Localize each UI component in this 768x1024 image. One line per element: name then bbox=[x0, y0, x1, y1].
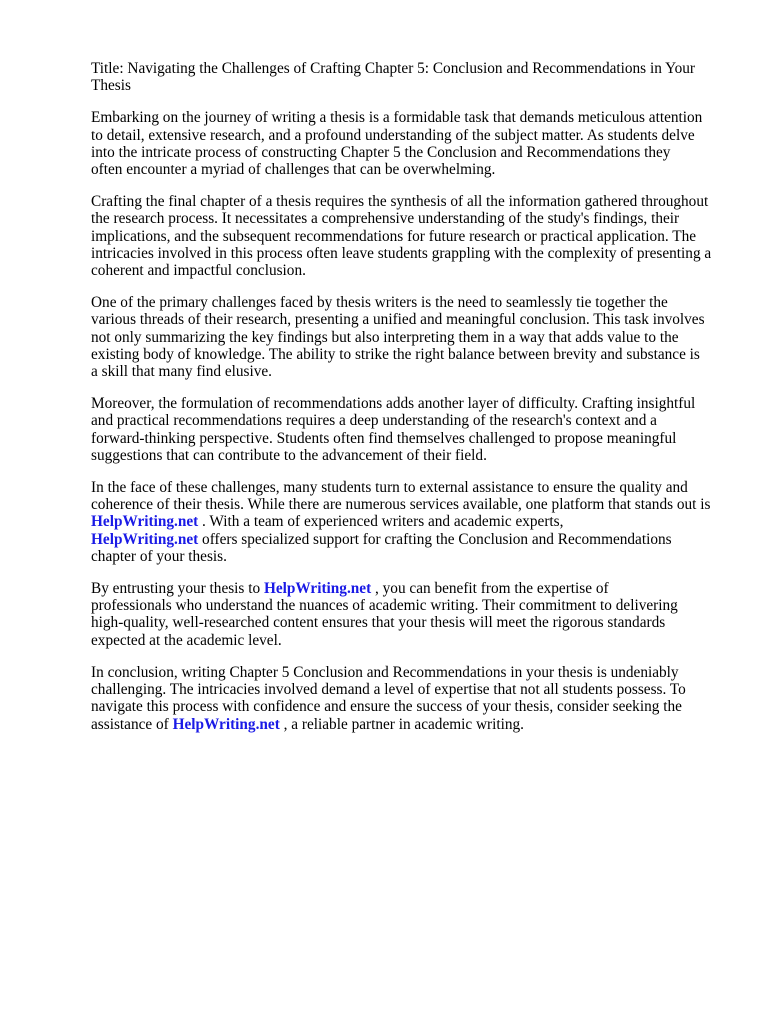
text-segment: . With a team of experienced writers and academic experts, bbox=[202, 513, 564, 531]
text-segment: offers specialized support for crafting the Conclusion and Recommendations chapter of your thesis. bbox=[91, 530, 672, 565]
paragraph-entrusting bbox=[91, 580, 728, 649]
text-segment: , you can benefit from the expertise of professionals who understand the nuances of academic writing. Their commitment to delivering high-quality, well-researched content ensures that your thesis will meet the rigorous standards expected at the academic level. bbox=[91, 580, 678, 649]
text-segment: In the face of these challenges, many students turn to external assistance to ensure the quality and coherence of their thesis. While there are numerous services available, one platform that stands out is bbox=[91, 479, 711, 514]
paragraph-recommendations: Moreover, the formulation of recommendations adds another layer of difficulty. Crafting insightful and practical recommendations requires a deep understanding of the research's context and a forward-thinking perspective. Students often find themselves challenged to propose meaningful suggestions that can contribute to the advancement of their field. bbox=[91, 395, 696, 464]
document-title: Title: Navigating the Challenges of Crafting Chapter 5: Conclusion and Recommendations in Your Thesis bbox=[91, 60, 696, 95]
paragraph-intro: Embarking on the journey of writing a thesis is a formidable task that demands meticulous attention to detail, extensive research, and a profound understanding of the subject matter. As students delve into the intricate process of constructing Chapter 5 the Conclusion and Recommendations they often encounter a myriad of challenges that can be overwhelming. bbox=[91, 109, 703, 179]
text-segment: In conclusion, writing Chapter 5 Conclusion and Recommendations in your thesis is undeniably challenging. The intricacies involved demand a level of expertise that not all students possess. To navigate this process with confidence and ensure the success of your thesis, consider seeking the assistance of bbox=[91, 663, 686, 733]
text-segment: By entrusting your thesis to bbox=[91, 580, 264, 598]
helpwriting-link[interactable]: HelpWriting.net bbox=[172, 715, 280, 733]
paragraph-synthesis: Crafting the final chapter of a thesis requires the synthesis of all the information gathered throughout the research process. It necessitates a comprehensive understanding of the study's findings, their implications, and the subsequent recommendations for future research or practical application. The intricacies involved in this process often leave students grappling with the complexity of presenting a coherent and impactful conclusion. bbox=[91, 193, 712, 280]
paragraph-conclusion bbox=[91, 664, 728, 733]
helpwriting-link[interactable]: HelpWriting.net bbox=[91, 530, 199, 548]
helpwriting-link[interactable]: HelpWriting.net bbox=[91, 513, 199, 531]
helpwriting-link[interactable]: HelpWriting.net bbox=[263, 580, 372, 598]
text-segment: , a reliable partner in academic writing. bbox=[279, 715, 525, 733]
paragraph-challenges: One of the primary challenges faced by thesis writers is the need to seamlessly tie together the various threads of their research, presenting a unified and meaningful conclusion. This task involves not only summarizing the key findings but also interpreting them in a way that adds value to the existing body of knowledge. The ability to strike the right balance between brevity and substance is a skill that many find elusive. bbox=[91, 294, 705, 381]
paragraph-assistance bbox=[91, 479, 728, 565]
